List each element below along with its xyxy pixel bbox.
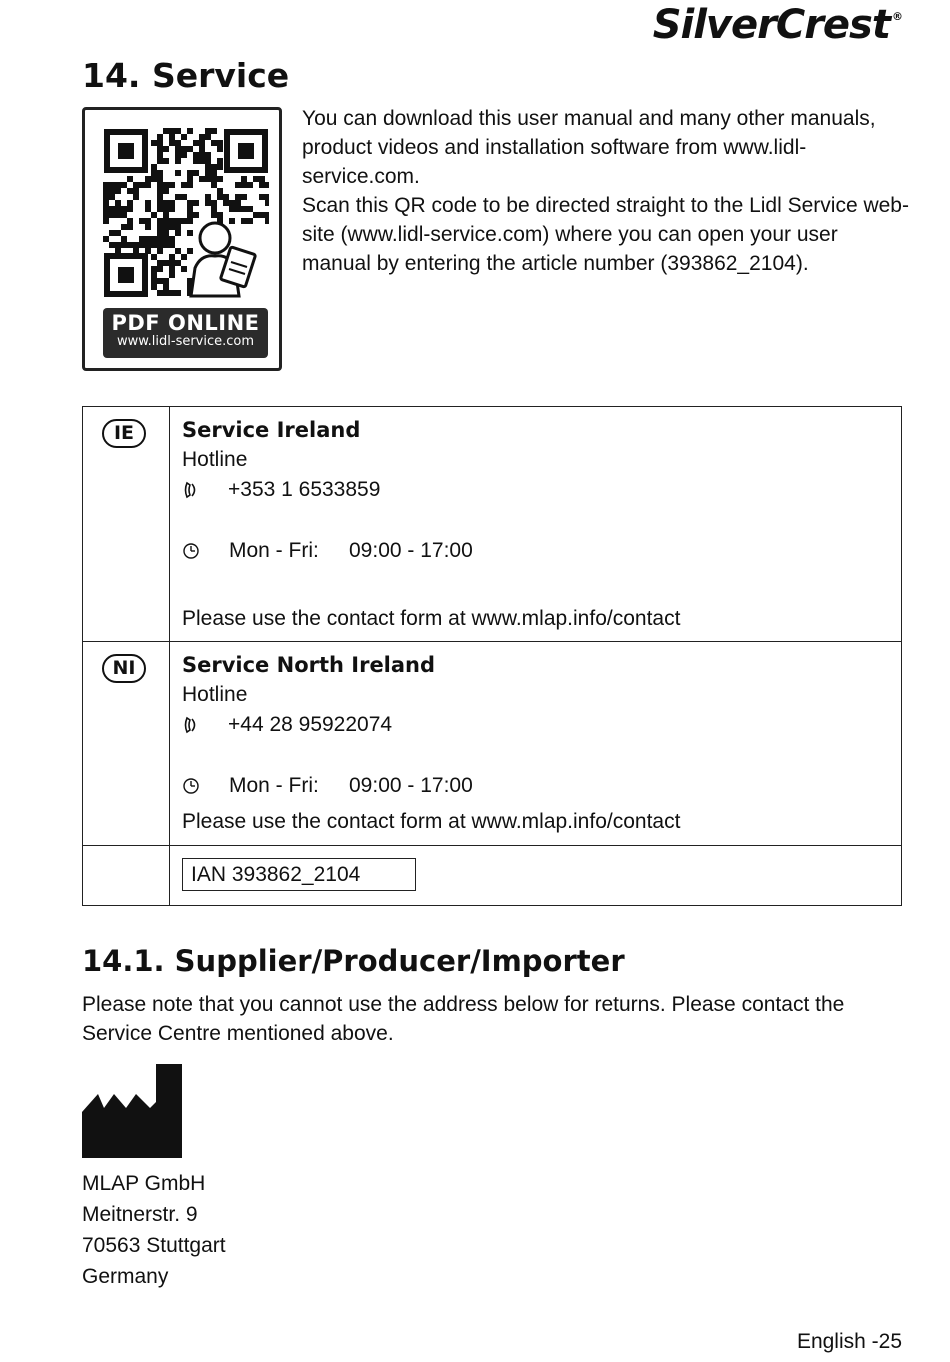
country-badge-ie: IE — [102, 419, 146, 448]
qr-module — [169, 134, 175, 140]
qr-module — [175, 290, 181, 296]
qr-module — [109, 206, 115, 212]
qr-module — [217, 164, 223, 170]
qr-module — [163, 212, 169, 218]
qr-module — [265, 200, 269, 206]
qr-module — [217, 194, 223, 200]
qr-module — [139, 242, 145, 248]
qr-module — [157, 206, 163, 212]
supplier-address — [82, 1168, 226, 1292]
qr-module — [241, 182, 247, 188]
qr-module — [169, 206, 175, 212]
qr-module — [163, 260, 169, 266]
qr-module — [163, 188, 169, 194]
qr-module — [259, 194, 265, 200]
qr-module — [169, 182, 175, 188]
qr-module — [139, 182, 145, 188]
service-row-ian — [83, 846, 902, 906]
qr-module — [163, 242, 169, 248]
phone-icon — [182, 481, 212, 499]
qr-module — [223, 200, 229, 206]
qr-module — [109, 242, 115, 248]
country-badge-ni: NI — [102, 654, 146, 683]
qr-module — [163, 158, 169, 164]
qr-module — [181, 266, 187, 272]
qr-module — [157, 224, 163, 230]
service-title: Service North Ireland — [182, 653, 436, 677]
qr-module — [247, 206, 253, 212]
qr-module — [127, 188, 133, 194]
qr-module — [241, 194, 247, 200]
qr-module — [157, 200, 163, 206]
qr-module — [145, 200, 151, 206]
qr-module — [205, 158, 211, 164]
qr-module — [157, 158, 163, 164]
qr-module — [187, 170, 193, 176]
qr-module — [211, 140, 217, 146]
qr-module — [217, 146, 223, 152]
qr-module — [163, 284, 169, 290]
qr-module — [163, 278, 169, 284]
qr-module — [265, 218, 269, 224]
qr-module — [151, 176, 157, 182]
qr-module — [187, 230, 193, 236]
address-line-company: MLAP GmbH — [82, 1172, 206, 1195]
hotline-label: Hotline — [182, 683, 248, 706]
qr-module — [193, 212, 199, 218]
qr-module — [253, 212, 259, 218]
service-row-ni — [83, 642, 902, 846]
hours-time: 09:00 - 17:00 — [349, 539, 473, 562]
clock-icon — [182, 777, 212, 795]
qr-module — [145, 176, 151, 182]
qr-module — [193, 200, 199, 206]
qr-module — [169, 290, 175, 296]
address-line-street: Meitnerstr. 9 — [82, 1203, 198, 1226]
qr-module — [157, 176, 163, 182]
qr-module — [163, 218, 169, 224]
qr-module — [133, 194, 139, 200]
qr-module — [157, 218, 163, 224]
qr-module — [205, 200, 211, 206]
qr-module — [121, 206, 127, 212]
qr-module — [151, 164, 157, 170]
qr-module — [211, 128, 217, 134]
qr-module — [175, 218, 181, 224]
qr-module — [157, 278, 163, 284]
manufacturer-factory-icon — [82, 1064, 182, 1158]
qr-module — [175, 194, 181, 200]
qr-module — [103, 206, 109, 212]
hotline-label: Hotline — [182, 448, 248, 471]
qr-module — [139, 236, 145, 242]
qr-module — [187, 146, 193, 152]
qr-module — [163, 224, 169, 230]
qr-module — [115, 230, 121, 236]
qr-module — [127, 206, 133, 212]
page-footer: English -25 — [796, 1330, 902, 1353]
contact-text: Please use the contact form at www.mlap.info/contact — [182, 607, 681, 630]
qr-module — [121, 236, 127, 242]
qr-module — [175, 224, 181, 230]
qr-module — [121, 182, 127, 188]
qr-module — [187, 200, 193, 206]
qr-module — [253, 176, 259, 182]
qr-module — [103, 212, 109, 218]
qr-module — [109, 182, 115, 188]
qr-module — [205, 164, 211, 170]
qr-module — [145, 218, 151, 224]
qr-module — [211, 212, 217, 218]
qr-module — [163, 128, 169, 134]
hours-time: 09:00 - 17:00 — [349, 774, 473, 797]
qr-module — [157, 188, 163, 194]
qr-module — [145, 206, 151, 212]
qr-module — [145, 236, 151, 242]
qr-module — [169, 254, 175, 260]
qr-code-panel — [82, 107, 282, 371]
qr-module — [145, 248, 151, 254]
qr-module — [193, 158, 199, 164]
qr-module — [169, 140, 175, 146]
qr-module — [103, 236, 109, 242]
service-row-ie — [83, 407, 902, 642]
qr-module — [235, 194, 241, 200]
qr-module — [157, 140, 163, 146]
qr-module — [211, 164, 217, 170]
qr-module — [133, 182, 139, 188]
qr-module — [175, 170, 181, 176]
qr-module — [151, 284, 157, 290]
qr-module — [217, 188, 223, 194]
qr-module — [199, 176, 205, 182]
qr-module — [181, 152, 187, 158]
qr-module — [205, 134, 211, 140]
qr-module — [139, 218, 145, 224]
qr-module — [103, 182, 109, 188]
ian-number: IAN 393862_2104 — [182, 858, 416, 891]
qr-module — [235, 182, 241, 188]
qr-module — [259, 176, 265, 182]
qr-module — [217, 212, 223, 218]
intro-text — [302, 104, 910, 278]
qr-module — [157, 266, 163, 272]
qr-module — [121, 242, 127, 248]
qr-module — [187, 218, 193, 224]
qr-module — [229, 200, 235, 206]
qr-module — [163, 236, 169, 242]
qr-module — [175, 230, 181, 236]
qr-module — [223, 194, 229, 200]
qr-module — [169, 272, 175, 278]
qr-module — [199, 152, 205, 158]
qr-module — [133, 242, 139, 248]
qr-module — [145, 224, 151, 230]
qr-module — [241, 218, 247, 224]
qr-module — [175, 248, 181, 254]
qr-module — [151, 266, 157, 272]
qr-module — [199, 134, 205, 140]
qr-module — [145, 242, 151, 248]
qr-module — [151, 170, 157, 176]
qr-module — [187, 248, 193, 254]
qr-module — [151, 236, 157, 242]
qr-module — [157, 290, 163, 296]
qr-module — [217, 140, 223, 146]
qr-module — [151, 278, 157, 284]
qr-module — [157, 230, 163, 236]
qr-module — [127, 224, 133, 230]
qr-module — [121, 212, 127, 218]
qr-module — [229, 206, 235, 212]
qr-module — [217, 176, 223, 182]
qr-module — [115, 242, 121, 248]
qr-module — [211, 206, 217, 212]
qr-code-icon — [103, 128, 269, 300]
qr-module — [169, 242, 175, 248]
qr-module — [133, 188, 139, 194]
qr-module — [151, 272, 157, 278]
qr-module — [151, 254, 157, 260]
qr-module — [115, 248, 121, 254]
qr-module — [187, 206, 193, 212]
pdf-online-url: www.lidl-service.com — [116, 334, 255, 349]
hours-days: Mon - Fri: — [229, 774, 319, 797]
qr-module — [259, 182, 265, 188]
qr-module — [121, 224, 127, 230]
qr-module — [169, 266, 175, 272]
qr-module — [247, 218, 253, 224]
qr-module — [157, 194, 163, 200]
qr-module — [157, 242, 163, 248]
qr-module — [205, 152, 211, 158]
qr-module — [115, 200, 121, 206]
qr-module — [205, 128, 211, 134]
qr-module — [265, 212, 269, 218]
qr-module — [157, 260, 163, 266]
service-table — [82, 406, 902, 906]
qr-module — [109, 194, 115, 200]
qr-module — [193, 140, 199, 146]
qr-module — [127, 200, 133, 206]
qr-module — [235, 200, 241, 206]
qr-module — [241, 176, 247, 182]
qr-module — [157, 152, 163, 158]
qr-module — [259, 212, 265, 218]
qr-module — [181, 146, 187, 152]
qr-module — [157, 146, 163, 152]
qr-module — [151, 140, 157, 146]
qr-module — [145, 182, 151, 188]
phone-icon — [182, 716, 212, 734]
qr-module — [181, 254, 187, 260]
qr-module — [211, 176, 217, 182]
qr-module — [157, 134, 163, 140]
qr-module — [103, 194, 109, 200]
qr-module — [205, 170, 211, 176]
qr-module — [217, 158, 223, 164]
phone-number: +44 28 95922074 — [228, 713, 393, 736]
supplier-note: Please note that you cannot use the address below for returns. Please contact the Service Centre mentioned above. — [82, 993, 845, 1045]
qr-module — [157, 170, 163, 176]
qr-module — [187, 176, 193, 182]
qr-module — [175, 260, 181, 266]
qr-module — [199, 158, 205, 164]
qr-module — [163, 230, 169, 236]
qr-module — [247, 182, 253, 188]
qr-module — [169, 224, 175, 230]
qr-module — [175, 146, 181, 152]
pdf-online-title: PDF ONLINE — [111, 311, 260, 335]
qr-module — [127, 218, 133, 224]
phone-number: +353 1 6533859 — [228, 478, 381, 501]
qr-module — [133, 248, 139, 254]
qr-module — [193, 170, 199, 176]
qr-module — [115, 206, 121, 212]
qr-module — [115, 182, 121, 188]
qr-module — [181, 194, 187, 200]
qr-module — [163, 182, 169, 188]
qr-module — [157, 182, 163, 188]
qr-module — [187, 128, 193, 134]
qr-module — [175, 128, 181, 134]
qr-module — [109, 230, 115, 236]
service-title: Service Ireland — [182, 418, 361, 442]
qr-module — [265, 194, 269, 200]
qr-module — [169, 218, 175, 224]
qr-module — [103, 200, 109, 206]
qr-module — [175, 158, 181, 164]
address-line-country: Germany — [82, 1265, 169, 1288]
qr-module — [169, 128, 175, 134]
qr-module — [235, 206, 241, 212]
qr-module — [103, 218, 109, 224]
qr-module — [211, 200, 217, 206]
intro-paragraph-download: You can download this user manual and many other manuals, product videos and installation software from www.lidl-service.com. — [302, 107, 876, 188]
supplier-title: 14.1. Supplier/Producer/Importer — [82, 944, 625, 978]
qr-module — [127, 242, 133, 248]
qr-module — [229, 218, 235, 224]
pdf-online-badge — [103, 308, 268, 358]
qr-module — [265, 182, 269, 188]
qr-module — [103, 188, 109, 194]
qr-module — [199, 140, 205, 146]
qr-module — [115, 188, 121, 194]
section-title: 14. Service — [82, 56, 290, 95]
qr-module — [157, 236, 163, 242]
qr-module — [175, 152, 181, 158]
qr-module — [181, 134, 187, 140]
qr-module — [115, 212, 121, 218]
qr-module — [241, 206, 247, 212]
qr-module — [205, 194, 211, 200]
qr-module — [151, 242, 157, 248]
qr-module — [211, 182, 217, 188]
address-line-city: 70563 Stuttgart — [82, 1234, 226, 1257]
qr-module — [211, 170, 217, 176]
contact-text: Please use the contact form at www.mlap.info/contact — [182, 810, 681, 833]
hours-days: Mon - Fri: — [229, 539, 319, 562]
brand-logo: SilverCrest ® — [652, 2, 902, 48]
qr-module — [163, 146, 169, 152]
qr-module — [163, 290, 169, 296]
qr-module — [187, 212, 193, 218]
qr-module — [169, 200, 175, 206]
qr-module — [157, 248, 163, 254]
qr-module — [199, 146, 205, 152]
qr-module — [151, 212, 157, 218]
qr-module — [163, 206, 169, 212]
clock-icon — [182, 542, 212, 560]
qr-module — [169, 260, 175, 266]
qr-module — [163, 200, 169, 206]
qr-module — [193, 152, 199, 158]
qr-module — [181, 182, 187, 188]
qr-module — [169, 236, 175, 242]
qr-module — [187, 182, 193, 188]
qr-module — [205, 176, 211, 182]
qr-module — [181, 218, 187, 224]
qr-module — [109, 212, 115, 218]
intro-paragraph-scan: Scan this QR code to be directed straight to the Lidl Service web-site (www.lidl-service.com) where you can open your user manual by entering the article number (393862_2104). — [302, 194, 909, 275]
qr-module — [175, 140, 181, 146]
qr-module — [127, 176, 133, 182]
qr-module — [109, 188, 115, 194]
